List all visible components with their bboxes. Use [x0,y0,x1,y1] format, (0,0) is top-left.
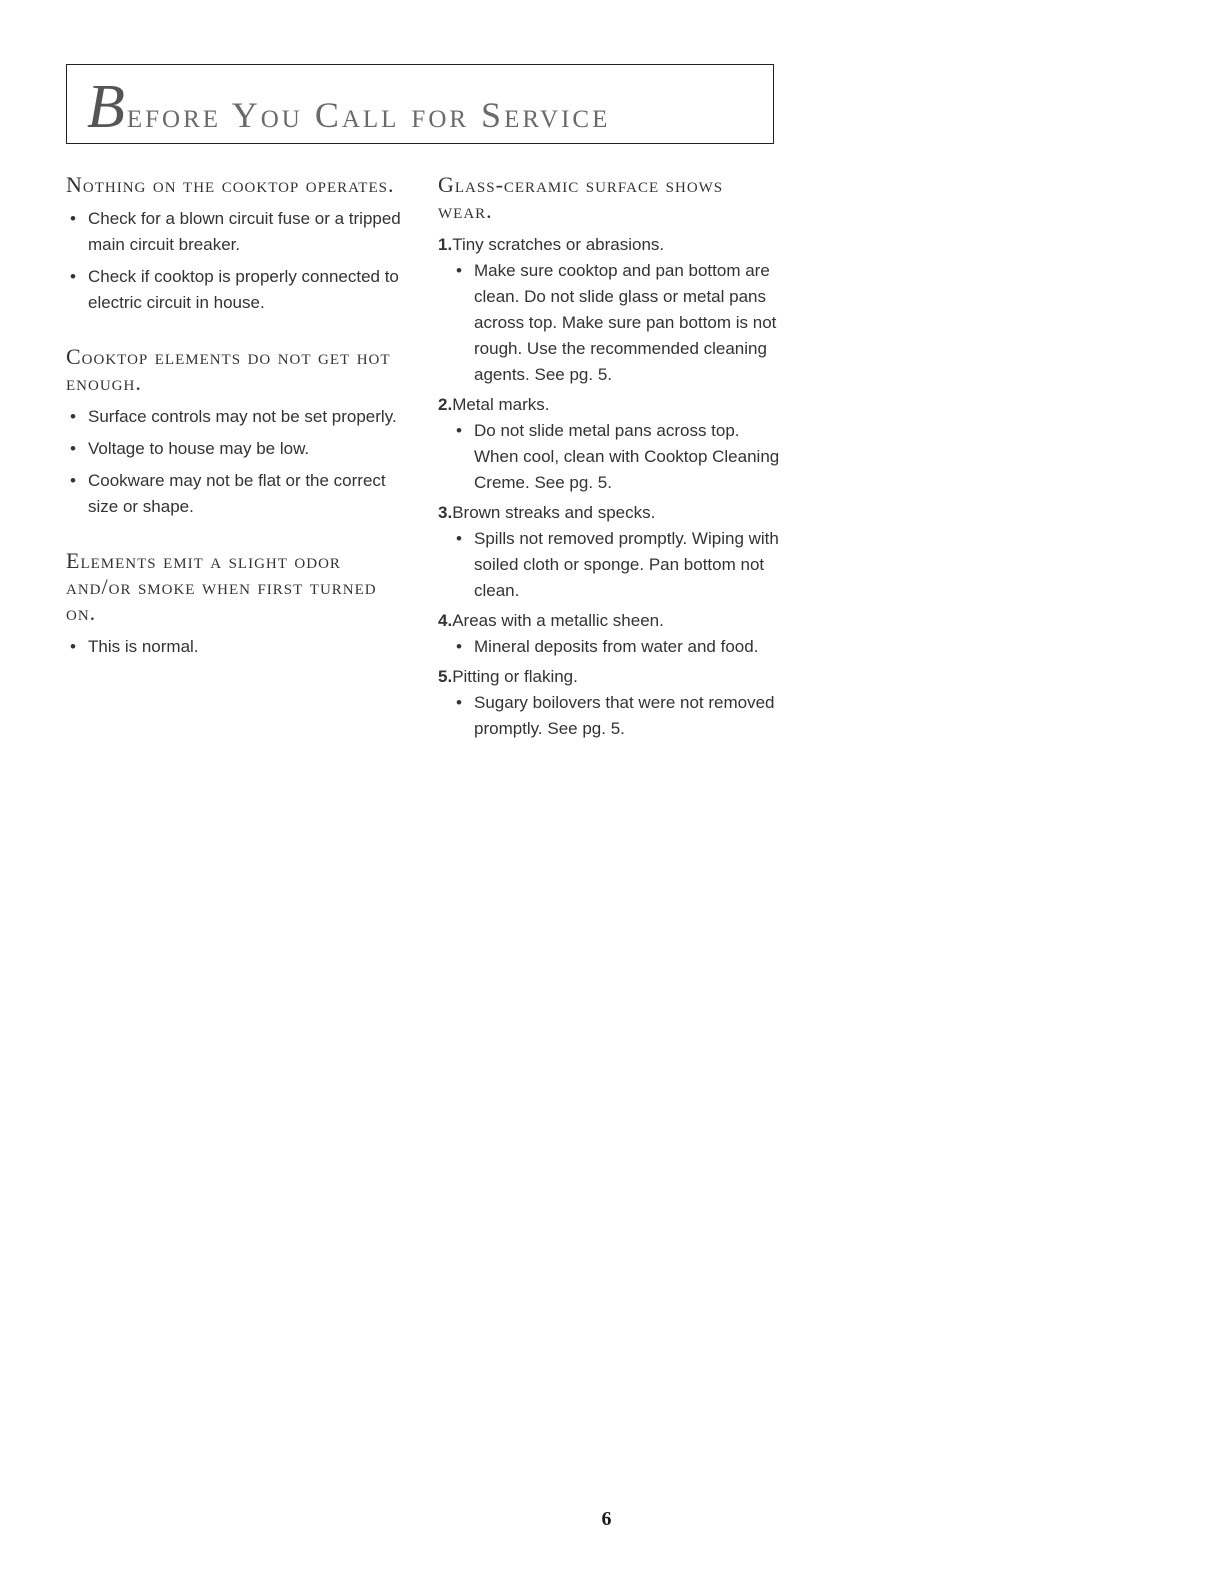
title-text: efore You Call for Service [126,95,611,135]
numbered-item [438,664,783,690]
section-heading: Elements emit a slight odor and/or smoke when first turned on. [66,548,377,625]
bullet-item: • Check if cooktop is properly connected to electric circuit in house. [66,264,406,316]
sub-bullet: • Mineral deposits from water and food. [438,634,783,660]
section-heading: Cooktop elements do not get hot enough. [66,344,391,395]
page-title [66,64,774,144]
numbered-item [438,608,783,634]
bullet-item: • Cookware may not be flat or the correct size or shape. [66,468,406,520]
item-number: 5. [438,667,453,686]
sub-bullet: • Sugary boilovers that were not removed promptly. See pg. 5. [438,690,783,742]
section-not-hot-enough [66,344,406,520]
item-number: 1. [438,235,453,254]
bullet-item: • Check for a blown circuit fuse or a tripped main circuit breaker. [66,206,406,258]
right-column [438,172,783,746]
item-text: Tiny scratches or abrasions. [452,235,665,254]
sub-bullet: • Do not slide metal pans across top. When cool, clean with Cooktop Cleaning Creme. See pg. 5. [438,418,783,496]
bullet-item: • Surface controls may not be set properly. [66,404,406,430]
bullet-item: • This is normal. [66,634,406,660]
sub-bullet: • Spills not removed promptly. Wiping with soiled cloth or sponge. Pan bottom not clean. [438,526,783,604]
section-odor-smoke [66,548,406,660]
sub-bullet: • Make sure cooktop and pan bottom are clean. Do not slide glass or metal pans across top. Make sure pan bottom is not rough. Use the recommended cleaning agents. See pg. 5. [438,258,783,388]
section-nothing-operates [66,172,406,316]
section-heading: Nothing on the cooktop operates. [66,172,395,197]
title-drop-cap: B [87,73,125,141]
item-text: Brown streaks and specks. [452,503,656,522]
section-heading: Glass-ceramic surface shows wear. [438,172,724,223]
item-text: Metal marks. [452,395,550,414]
item-text: Areas with a metallic sheen. [452,611,664,630]
numbered-item [438,500,783,526]
numbered-item [438,232,783,258]
item-text: Pitting or flaking. [452,667,578,686]
bullet-item: • Voltage to house may be low. [66,436,406,462]
left-column [66,172,406,688]
item-number: 2. [438,395,453,414]
item-number: 3. [438,503,453,522]
item-number: 4. [438,611,453,630]
numbered-item [438,392,783,418]
page-number: 6 [601,1508,612,1530]
